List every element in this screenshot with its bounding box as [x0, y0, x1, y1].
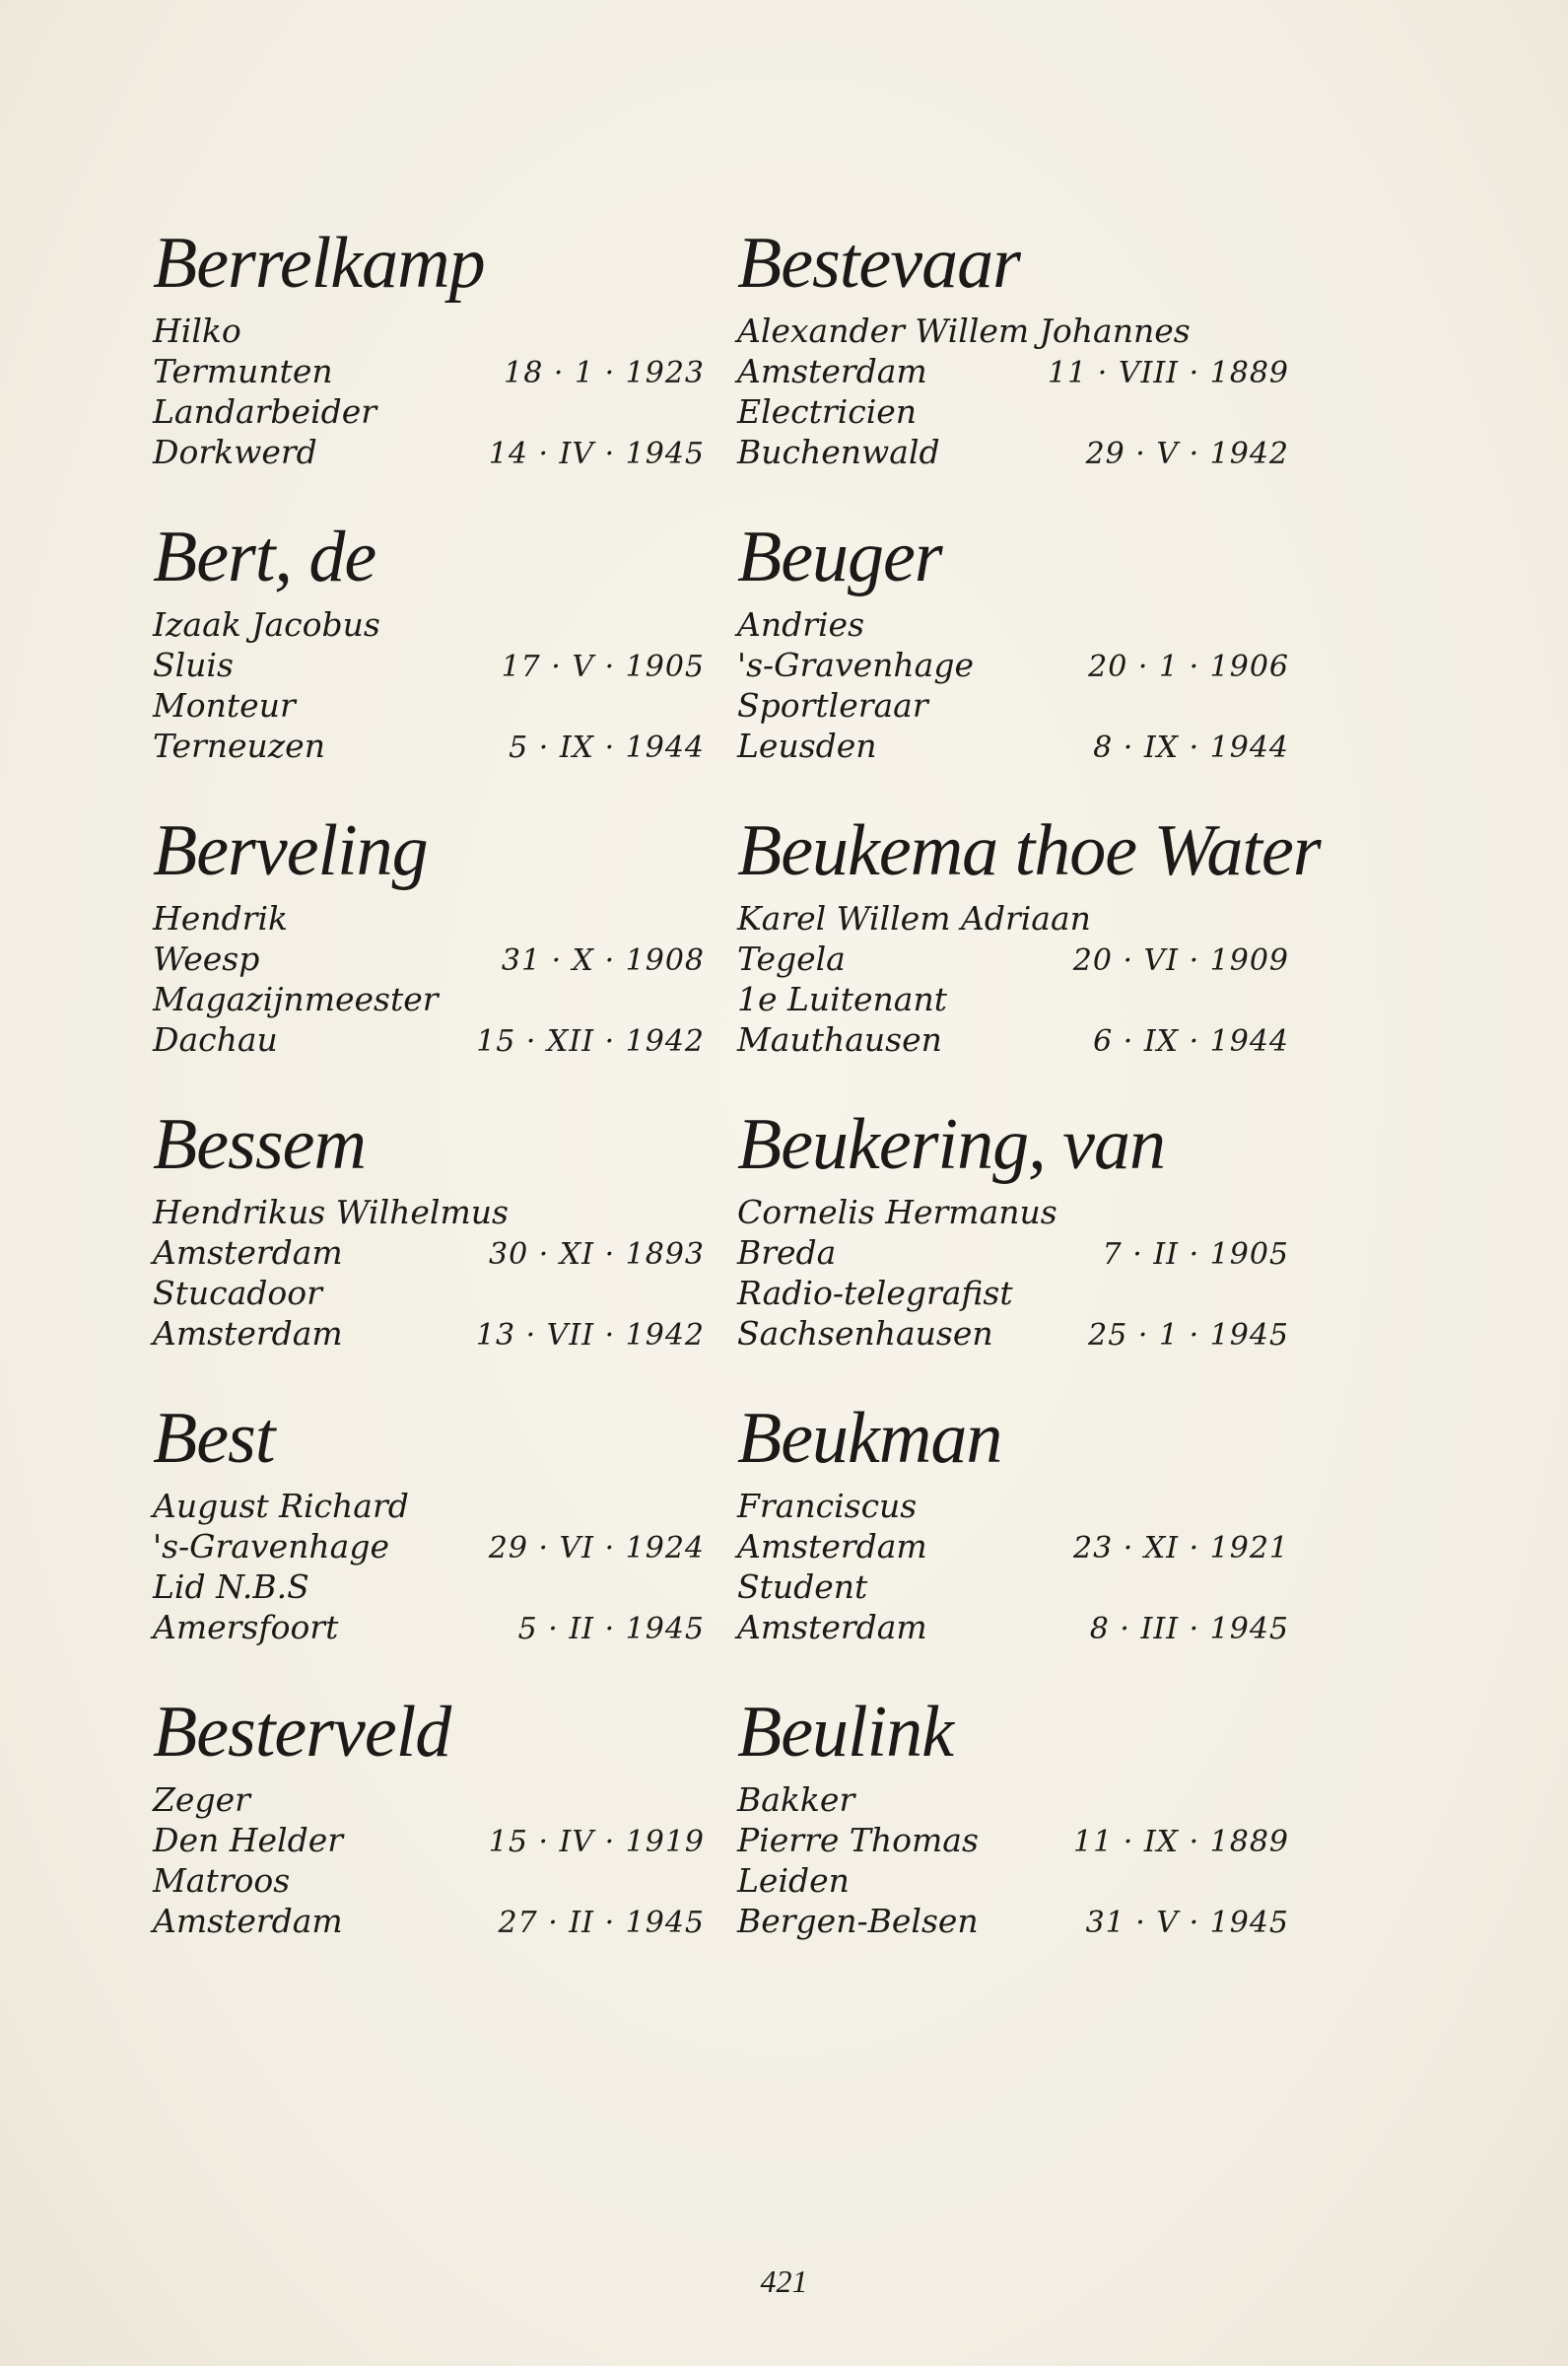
first-names-row: [153, 312, 705, 352]
death-date: 5 · II · 1945: [517, 1612, 705, 1646]
occupation-row: [737, 392, 1289, 433]
death-place: Dorkwerd: [153, 433, 317, 471]
occupation-row: [153, 1861, 705, 1902]
occupation: Electricien: [737, 392, 918, 431]
first-names-row: [737, 1780, 1289, 1821]
birth-date: 30 · XI · 1893: [489, 1237, 705, 1272]
occupation-row: [153, 980, 705, 1020]
birth-row: [737, 352, 1289, 392]
left-column: [153, 166, 705, 1940]
first-names-row: [737, 1193, 1289, 1233]
name-entry: [737, 166, 1289, 471]
death-row: [153, 1902, 705, 1942]
first-names: Izaak Jacobus: [153, 605, 380, 644]
first-names-row: [737, 605, 1289, 646]
first-names: Andries: [737, 605, 865, 644]
birth-row: [153, 1233, 705, 1274]
first-names-row: [737, 1487, 1289, 1527]
birthplace: Termunten: [153, 352, 333, 390]
occupation: Sportleraar: [737, 686, 928, 725]
name-entry: [737, 1047, 1289, 1353]
birthplace: Breda: [737, 1233, 837, 1272]
surname: Best: [153, 1398, 275, 1479]
birth-row: [737, 939, 1289, 980]
death-place: Buchenwald: [737, 433, 940, 471]
birth-row: [737, 646, 1289, 686]
death-date: 14 · IV · 1945: [488, 437, 705, 471]
occupation: Lid N.B.S: [153, 1567, 309, 1606]
first-names: August Richard: [153, 1487, 409, 1525]
first-names: Bakker: [737, 1780, 855, 1819]
surname: Beukema thoe Water: [737, 810, 1321, 891]
death-place: Amsterdam: [153, 1902, 343, 1940]
name-entry: [737, 1341, 1289, 1646]
death-place: Bergen-Belsen: [737, 1902, 979, 1940]
death-date: 25 · 1 · 1945: [1088, 1318, 1289, 1353]
death-date: 31 · V · 1945: [1085, 1906, 1289, 1940]
birthplace: Den Helder: [153, 1821, 344, 1859]
occupation: Monteur: [153, 686, 296, 725]
first-names: Franciscus: [737, 1487, 918, 1525]
death-place: Dachau: [153, 1020, 278, 1059]
birthplace: Amsterdam: [153, 1233, 343, 1272]
birth-date: 17 · V · 1905: [501, 650, 705, 684]
first-names: Hendrik: [153, 899, 289, 938]
first-names-row: [153, 899, 705, 939]
first-names: Hilko: [153, 312, 241, 350]
birth-date: 29 · VI · 1924: [488, 1531, 705, 1566]
occupation: 1e Luitenant: [737, 980, 947, 1018]
birth-date: 31 · X · 1908: [501, 943, 705, 978]
death-date: 15 · XII · 1942: [476, 1024, 705, 1059]
birth-date: 20 · 1 · 1906: [1088, 650, 1289, 684]
birth-date: 18 · 1 · 1923: [504, 356, 705, 390]
death-date: 8 · IX · 1944: [1093, 731, 1289, 765]
birth-row: [737, 1527, 1289, 1567]
birth-date: 11 · IX · 1889: [1073, 1825, 1289, 1859]
occupation-row: [737, 1274, 1289, 1314]
surname: Bessem: [153, 1104, 366, 1185]
occupation: Matroos: [153, 1861, 291, 1900]
first-names-row: [153, 605, 705, 646]
birth-date: 7 · II · 1905: [1102, 1237, 1289, 1272]
surname: Bestevaar: [737, 223, 1020, 304]
name-entry: [153, 1341, 705, 1646]
first-names: Cornelis Hermanus: [737, 1193, 1057, 1231]
occupation: Student: [737, 1567, 868, 1606]
surname: Beukman: [737, 1398, 1002, 1479]
occupation: Leiden: [737, 1861, 850, 1900]
first-names: Karel Willem Adriaan: [737, 899, 1091, 938]
death-date: 27 · II · 1945: [498, 1906, 705, 1940]
birthplace: Amsterdam: [737, 352, 927, 390]
birth-row: [153, 646, 705, 686]
birth-row: [153, 1821, 705, 1861]
name-entry: [153, 459, 705, 765]
death-place: Amsterdam: [153, 1314, 343, 1353]
occupation: Landarbeider: [153, 392, 377, 431]
right-column: [737, 166, 1321, 1940]
first-names: Zeger: [153, 1780, 250, 1819]
birthplace: Tegela: [737, 939, 846, 978]
death-place: Sachsenhausen: [737, 1314, 993, 1353]
name-entry: [737, 459, 1289, 765]
birth-row: [737, 1821, 1289, 1861]
occupation-row: [737, 1567, 1289, 1608]
occupation-row: [153, 686, 705, 727]
death-place: Amsterdam: [737, 1608, 927, 1646]
occupation-row: [737, 980, 1289, 1020]
death-place: Leusden: [737, 727, 877, 765]
birthplace: Weesp: [153, 939, 260, 978]
death-place: Mauthausen: [737, 1020, 942, 1059]
occupation-row: [737, 1861, 1289, 1902]
first-names-row: [153, 1780, 705, 1821]
occupation: Stucadoor: [153, 1274, 322, 1312]
first-names-row: [153, 1193, 705, 1233]
occupation: Magazijnmeester: [153, 980, 439, 1018]
surname: Berrelkamp: [153, 223, 485, 304]
surname: Beukering, van: [737, 1104, 1165, 1185]
surname: Beuger: [737, 517, 942, 597]
occupation-row: [153, 1567, 705, 1608]
surname: Beulink: [737, 1692, 954, 1773]
death-date: 13 · VII · 1942: [475, 1318, 705, 1353]
death-place: Terneuzen: [153, 727, 325, 765]
first-names: Hendrikus Wilhelmus: [153, 1193, 509, 1231]
death-date: 5 · IX · 1944: [509, 731, 705, 765]
name-entry: [737, 1635, 1289, 1940]
name-entry: [737, 753, 1321, 1059]
name-entry: [153, 753, 705, 1059]
birthplace: Amsterdam: [737, 1527, 927, 1566]
first-names-row: [737, 899, 1289, 939]
surname: Besterveld: [153, 1692, 451, 1773]
death-row: [737, 1902, 1289, 1942]
first-names: Alexander Willem Johannes: [737, 312, 1191, 350]
birthplace: 's-Gravenhage: [737, 646, 974, 684]
name-entry: [153, 1635, 705, 1940]
birth-row: [153, 939, 705, 980]
death-date: 6 · IX · 1944: [1093, 1024, 1289, 1059]
name-entry: [153, 166, 705, 471]
birthplace: 's-Gravenhage: [153, 1527, 389, 1566]
birth-row: [737, 1233, 1289, 1274]
birth-date: 11 · VIII · 1889: [1048, 356, 1289, 390]
occupation-row: [737, 686, 1289, 727]
birth-date: 20 · VI · 1909: [1072, 943, 1289, 978]
birth-date: 23 · XI · 1921: [1073, 1531, 1289, 1566]
name-entry: [153, 1047, 705, 1353]
first-names-row: [737, 312, 1289, 352]
birthplace: Pierre Thomas: [737, 1821, 979, 1859]
death-place: Amersfoort: [153, 1608, 339, 1646]
occupation-row: [153, 1274, 705, 1314]
surname: Berveling: [153, 810, 428, 891]
first-names-row: [153, 1487, 705, 1527]
occupation: Radio-telegrafist: [737, 1274, 1013, 1312]
page-number: 421: [760, 2263, 808, 2299]
birth-date: 15 · IV · 1919: [488, 1825, 705, 1859]
birth-row: [153, 352, 705, 392]
surname: Bert, de: [153, 517, 376, 597]
occupation-row: [153, 392, 705, 433]
birthplace: Sluis: [153, 646, 234, 684]
death-date: 29 · V · 1942: [1085, 437, 1289, 471]
birth-row: [153, 1527, 705, 1567]
death-date: 8 · III · 1945: [1089, 1612, 1289, 1646]
